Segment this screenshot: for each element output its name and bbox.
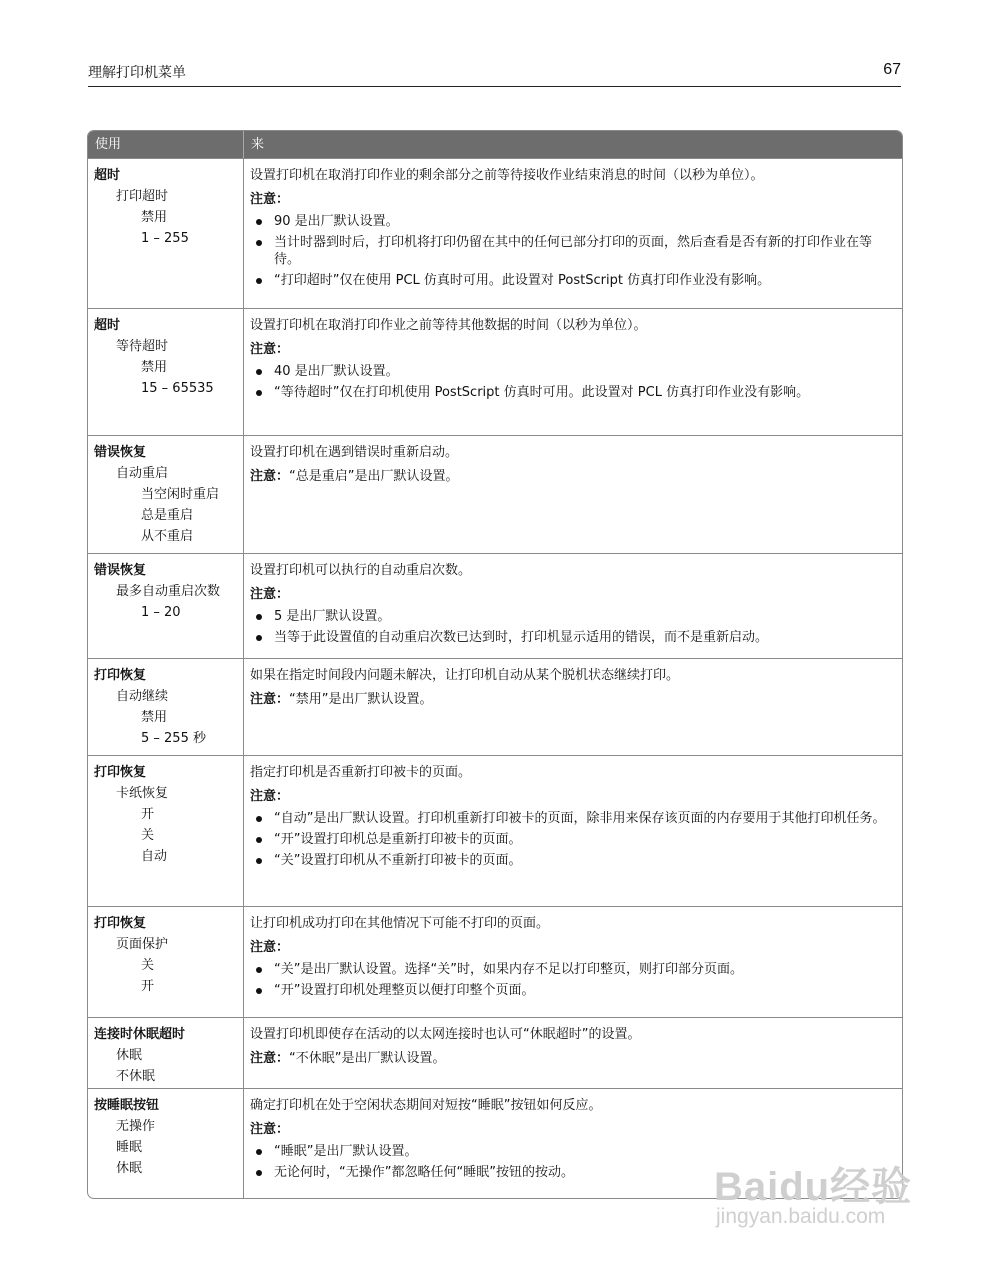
menu-cell xyxy=(88,554,244,658)
note-text: “不休眠”是出厂默认设置。 xyxy=(289,1051,446,1066)
note-label: 注意： xyxy=(250,192,290,207)
note-label: 注意： xyxy=(250,789,290,804)
table-row xyxy=(88,308,902,435)
menu-title: 超时 xyxy=(94,168,121,183)
list-item: “开”设置打印机处理整页以便打印整个页面。 xyxy=(250,982,896,999)
table-row xyxy=(88,658,902,755)
list-item: “关”设置打印机从不重新打印被卡的页面。 xyxy=(250,852,896,869)
note-text: “总是重启”是出厂默认设置。 xyxy=(289,469,459,484)
list-item: “自动”是出厂默认设置。打印机重新打印被卡的页面，除非用来保存该页面的内存要用于其他打印机任务。 xyxy=(250,810,896,827)
note-label: 注意： xyxy=(250,1051,290,1066)
menu-option: 禁用 xyxy=(141,210,168,225)
table-row xyxy=(88,1017,902,1088)
menu-option: 休眠 xyxy=(116,1048,143,1063)
description-text: 指定打印机是否重新打印被卡的页面。 xyxy=(250,765,472,780)
note-line xyxy=(250,689,896,710)
note-text: “禁用”是出厂默认设置。 xyxy=(289,692,433,707)
description-text: 设置打印机可以执行的自动重启次数。 xyxy=(250,563,472,578)
description-cell xyxy=(244,756,902,906)
menu-option: 总是重启 xyxy=(141,508,194,523)
table-row xyxy=(88,755,902,906)
menu-option: 禁用 xyxy=(141,360,168,375)
note-list xyxy=(250,810,896,869)
note-label: 注意： xyxy=(250,1122,290,1137)
menu-option: 开 xyxy=(141,807,155,822)
header-to: 来 xyxy=(251,137,265,152)
description-cell xyxy=(244,436,902,553)
menu-option: 无操作 xyxy=(116,1119,156,1134)
list-item: “打印超时”仅在使用 PCL 仿真时可用。此设置对 PostScript 仿真打印作业没有影响。 xyxy=(250,272,896,289)
description-text: 设置打印机在遇到错误时重新启动。 xyxy=(250,445,459,460)
description-text: 设置打印机在取消打印作业的剩余部分之前等待接收作业结束消息的时间（以秒为单位）。 xyxy=(250,168,764,183)
list-item: “开”设置打印机总是重新打印被卡的页面。 xyxy=(250,831,896,848)
watermark xyxy=(714,1155,914,1235)
note-list xyxy=(250,961,896,999)
page-number: 67 xyxy=(883,61,901,78)
list-item: 40 是出厂默认设置。 xyxy=(250,363,896,380)
menu-item: 自动重启 xyxy=(116,466,169,481)
menu-cell xyxy=(88,436,244,553)
watermark-url: jingyan.baidu.com xyxy=(716,1205,886,1228)
list-item: 当等于此设置值的自动重启次数已达到时，打印机显示适用的错误，而不是重新启动。 xyxy=(250,629,896,646)
menu-item: 自动继续 xyxy=(116,689,169,704)
watermark-logo: Baidu经验 xyxy=(714,1165,913,1209)
menu-table xyxy=(87,130,903,1199)
menu-item: 卡纸恢复 xyxy=(116,786,169,801)
description-text: 设置打印机在取消打印作业之前等待其他数据的时间（以秒为单位）。 xyxy=(250,318,647,333)
menu-cell xyxy=(88,309,244,435)
menu-option: 当空闲时重启 xyxy=(141,487,220,502)
note-label: 注意： xyxy=(250,469,290,484)
list-item: “睡眠”是出厂默认设置。 xyxy=(250,1143,896,1160)
description-text: 设置打印机即使存在活动的以太网连接时也认可“休眠超时”的设置。 xyxy=(250,1027,641,1042)
menu-cell xyxy=(88,1089,244,1198)
list-item: 无论何时，“无操作”都忽略任何“睡眠”按钮的按动。 xyxy=(250,1164,896,1181)
table-row xyxy=(88,906,902,1017)
description-cell xyxy=(244,159,902,308)
description-text: 确定打印机在处于空闲状态期间对短按“睡眠”按钮如何反应。 xyxy=(250,1098,602,1113)
description-cell xyxy=(244,907,902,1017)
note-label: 注意： xyxy=(250,940,290,955)
description-text: 如果在指定时间段内问题未解决，让打印机自动从某个脱机状态继续打印。 xyxy=(250,668,680,683)
description-cell xyxy=(244,659,902,755)
menu-option: 睡眠 xyxy=(116,1140,143,1155)
menu-option: 自动 xyxy=(141,849,168,864)
menu-title: 按睡眠按钮 xyxy=(94,1098,160,1113)
menu-item: 页面保护 xyxy=(116,937,169,952)
list-item: 5 是出厂默认设置。 xyxy=(250,608,896,625)
menu-option: 关 xyxy=(141,958,155,973)
menu-option: 开 xyxy=(141,979,155,994)
table-header xyxy=(88,131,902,158)
menu-cell xyxy=(88,756,244,906)
table-row xyxy=(88,553,902,658)
page-header xyxy=(88,62,901,87)
menu-option: 关 xyxy=(141,828,155,843)
menu-title: 错误恢复 xyxy=(94,445,147,460)
menu-option: 1 – 255 xyxy=(141,231,189,246)
menu-item: 最多自动重启次数 xyxy=(116,584,221,599)
menu-item: 等待超时 xyxy=(116,339,169,354)
menu-option: 禁用 xyxy=(141,710,168,725)
note-label: 注意： xyxy=(250,587,290,602)
list-item: 当计时器到时后，打印机将打印仍留在其中的任何已部分打印的页面，然后查看是否有新的打印作业在等待。 xyxy=(250,234,896,268)
menu-cell xyxy=(88,159,244,308)
description-cell xyxy=(244,309,902,435)
menu-title: 打印恢复 xyxy=(94,765,147,780)
menu-title: 打印恢复 xyxy=(94,916,147,931)
menu-title: 错误恢复 xyxy=(94,563,147,578)
menu-option: 15 – 65535 xyxy=(141,381,214,396)
note-list xyxy=(250,213,896,289)
list-item: “关”是出厂默认设置。选择“关”时，如果内存不足以打印整页，则打印部分页面。 xyxy=(250,961,896,978)
menu-option: 不休眠 xyxy=(116,1069,156,1084)
list-item: “等待超时”仅在打印机使用 PostScript 仿真时可用。此设置对 PCL 仿真打印作业没有影响。 xyxy=(250,384,896,401)
table-row xyxy=(88,158,902,308)
table-row xyxy=(88,435,902,553)
note-line xyxy=(250,466,896,487)
menu-option: 从不重启 xyxy=(141,529,194,544)
menu-cell xyxy=(88,907,244,1017)
note-list xyxy=(250,363,896,401)
list-item: 90 是出厂默认设置。 xyxy=(250,213,896,230)
description-text: 让打印机成功打印在其他情况下可能不打印的页面。 xyxy=(250,916,550,931)
menu-item: 打印超时 xyxy=(116,189,169,204)
menu-title: 打印恢复 xyxy=(94,668,147,683)
description-cell xyxy=(244,1018,902,1088)
menu-cell xyxy=(88,659,244,755)
menu-title: 超时 xyxy=(94,318,121,333)
menu-option: 休眠 xyxy=(116,1161,143,1176)
header-title: 理解打印机菜单 xyxy=(88,65,186,81)
menu-option: 1 – 20 xyxy=(141,605,181,620)
header-use: 使用 xyxy=(88,131,244,158)
note-label: 注意： xyxy=(250,342,290,357)
description-cell xyxy=(244,554,902,658)
note-label: 注意： xyxy=(250,692,290,707)
note-line xyxy=(250,1048,896,1069)
menu-cell xyxy=(88,1018,244,1088)
menu-option: 5 – 255 秒 xyxy=(141,731,206,746)
note-list xyxy=(250,608,896,646)
menu-title: 连接时休眠超时 xyxy=(94,1027,186,1042)
